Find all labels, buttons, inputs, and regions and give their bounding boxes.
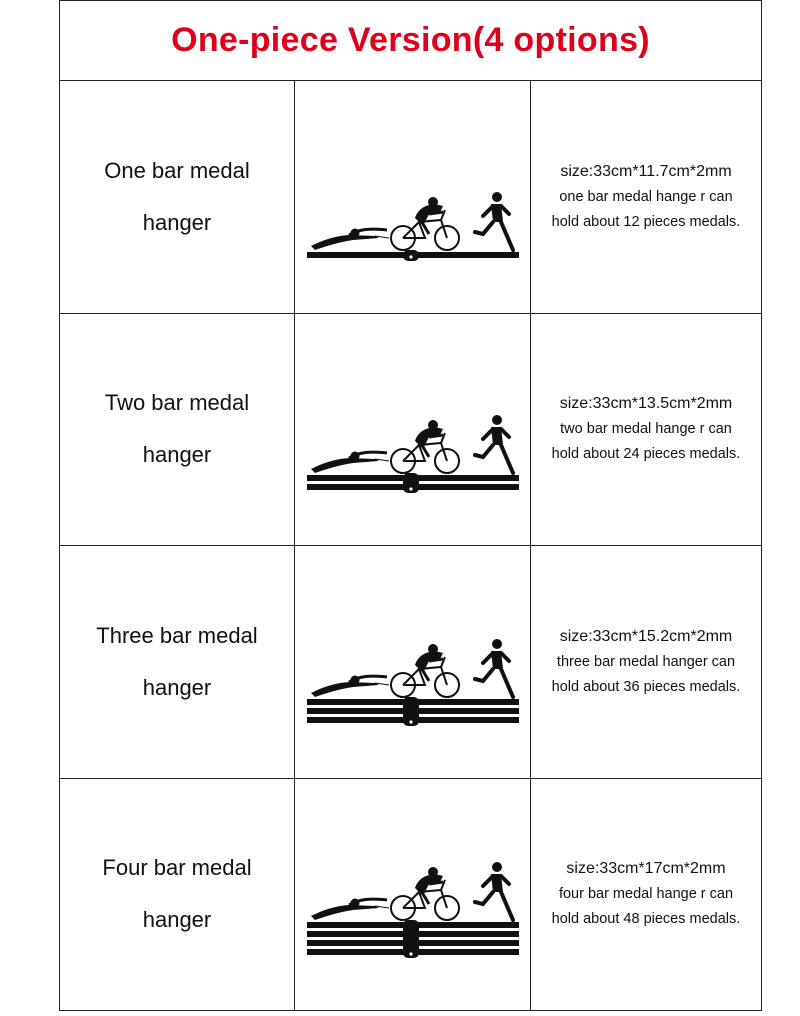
option-row-one-bar — [60, 81, 761, 314]
triathlon-medal-hanger-icon — [303, 824, 523, 964]
option-image-cell — [295, 81, 531, 313]
option-spec-cell — [531, 81, 761, 313]
option-spec-cell — [531, 546, 761, 778]
option-name-cell — [60, 81, 295, 313]
option-name-line2: hanger — [142, 442, 212, 468]
triathlon-medal-hanger-icon — [303, 592, 523, 732]
triathlon-medal-hanger-icon — [303, 127, 523, 267]
option-desc-line2: hold about 24 pieces medals. — [551, 446, 741, 463]
option-row-four-bar — [60, 779, 761, 1010]
option-name-cell — [60, 314, 295, 546]
option-desc-line1: four bar medal hange r can — [558, 886, 734, 902]
option-row-three-bar — [60, 546, 761, 779]
option-name-line2: hanger — [142, 209, 212, 235]
option-size: size:33cm*17cm*2mm — [566, 860, 726, 877]
option-desc-line1: two bar medal hange r can — [560, 421, 732, 438]
option-name-line2: hanger — [142, 907, 212, 932]
option-desc-line1: three bar medal hanger can — [556, 653, 736, 670]
option-row-two-bar — [60, 314, 761, 547]
option-desc-line2: hold about 12 pieces medals. — [551, 213, 741, 230]
option-name-line1: One bar medal — [104, 157, 250, 183]
option-desc-line1: one bar medal hange r can — [559, 188, 733, 205]
option-desc-line2: hold about 48 pieces medals. — [551, 911, 741, 927]
product-options-table — [59, 0, 762, 1011]
triathlon-medal-hanger-icon — [303, 359, 523, 499]
title-row — [60, 1, 761, 81]
option-desc-line2: hold about 36 pieces medals. — [551, 678, 741, 695]
option-name-line1: Two bar medal — [104, 390, 250, 416]
page-title: One-piece Version(4 options) — [171, 21, 650, 59]
option-image-cell — [295, 314, 531, 546]
option-size: size:33cm*11.7cm*2mm — [560, 162, 732, 180]
option-name-cell — [60, 546, 295, 778]
option-image-cell — [295, 546, 531, 778]
option-spec-cell — [531, 779, 761, 1010]
option-name-line1: Three bar medal — [96, 622, 258, 648]
option-size: size:33cm*15.2cm*2mm — [559, 627, 733, 645]
option-name-line1: Four bar medal — [102, 855, 252, 880]
option-spec-cell — [531, 314, 761, 546]
option-name-line2: hanger — [142, 674, 212, 700]
option-name-cell — [60, 779, 295, 1010]
option-size: size:33cm*13.5cm*2mm — [559, 395, 733, 413]
option-image-cell — [295, 779, 531, 1010]
